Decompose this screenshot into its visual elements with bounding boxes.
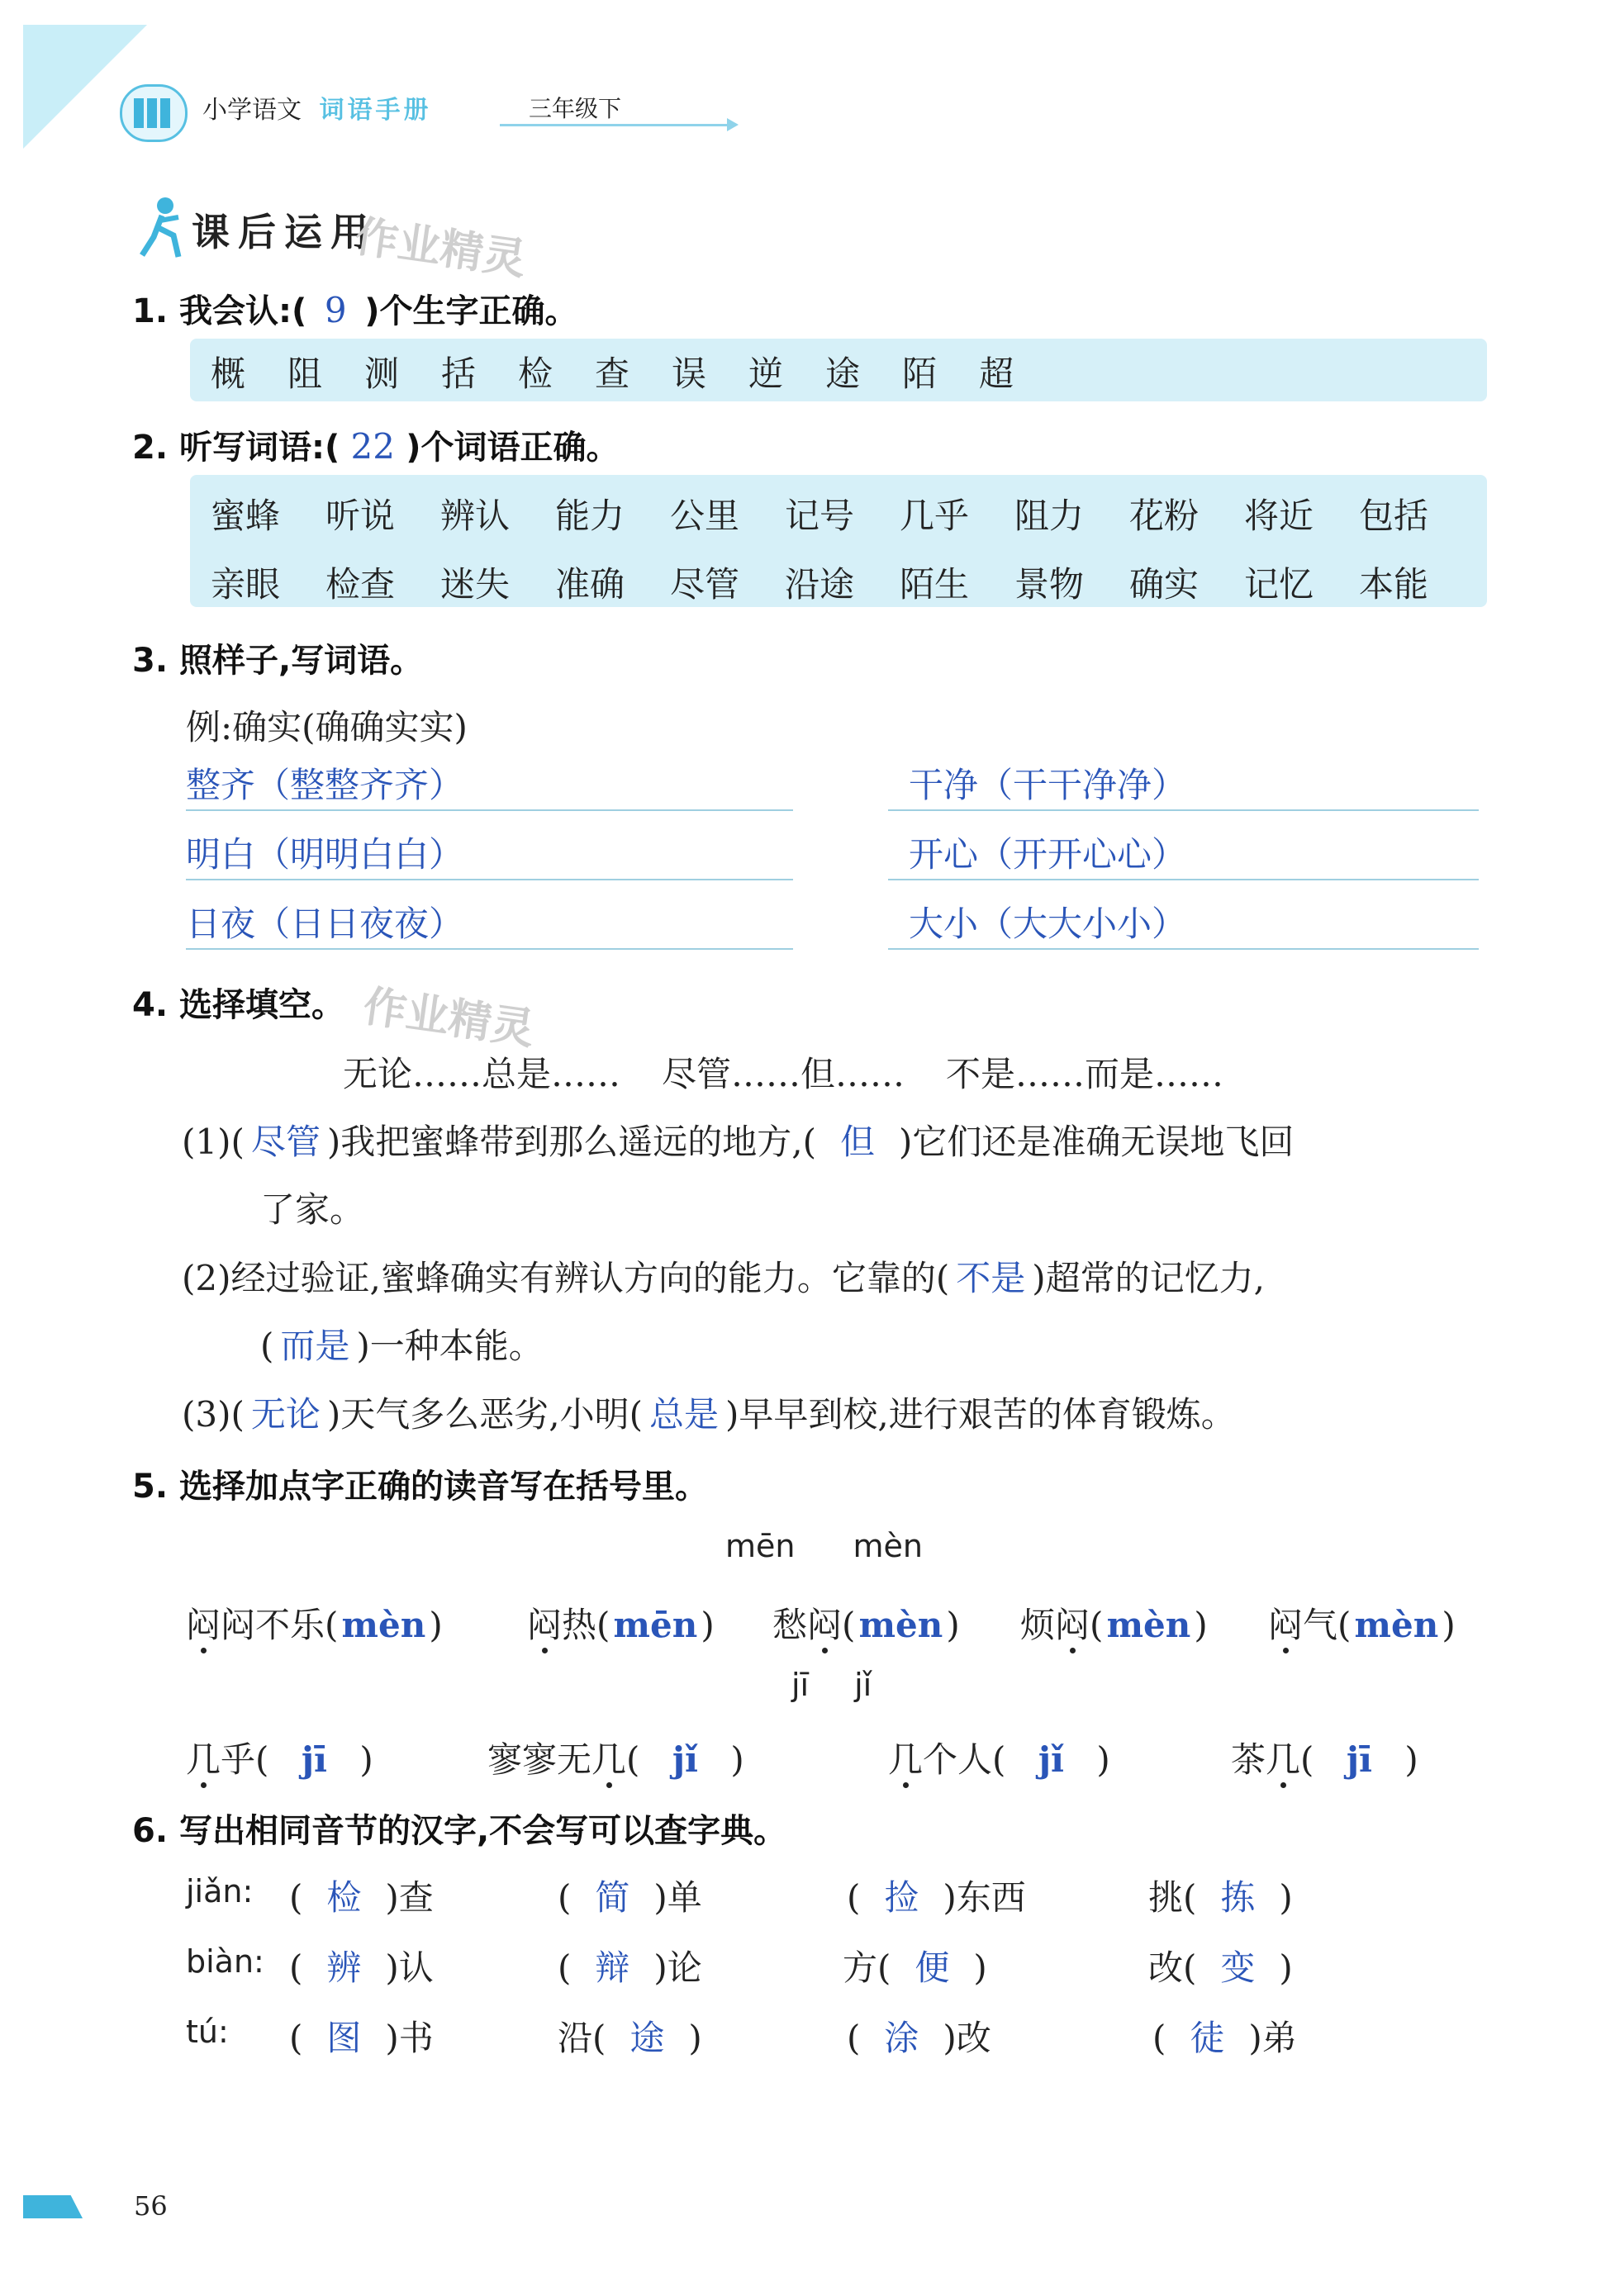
q6-pre: ( <box>847 2018 861 2058</box>
word: 准确 <box>555 564 625 605</box>
q3-answer-2: 干净（干干净净） <box>909 765 1187 805</box>
q1-char-list <box>211 347 1056 396</box>
word: 几乎 <box>900 496 970 536</box>
char: 逆 <box>748 353 784 394</box>
q5-close: ) <box>1442 1605 1456 1645</box>
q4-s3-answer-1: 无论 <box>250 1394 321 1435</box>
header-grade: 三年级下 <box>529 95 622 122</box>
char: 测 <box>364 353 400 394</box>
q1-suffix: )个生字正确。 <box>364 292 578 330</box>
q2-suffix: )个词语正确。 <box>406 429 620 467</box>
q5-item-1 <box>186 1598 443 1648</box>
q5-answer: mèn <box>341 1605 426 1645</box>
q4-s2-l2-lead: ( <box>260 1326 274 1366</box>
q6-answer: 辩 <box>595 1947 630 1988</box>
word: 记忆 <box>1244 564 1314 605</box>
q6-answer: 辨 <box>326 1947 362 1988</box>
q3-answer-6: 大小（大大小小） <box>909 904 1187 944</box>
q6-r3-i2 <box>558 2011 702 2061</box>
char: 陌 <box>902 353 938 394</box>
q5-word: 乎( <box>221 1739 269 1780</box>
q5-answer: mèn <box>858 1605 943 1645</box>
word: 听说 <box>325 496 396 536</box>
word: 陌生 <box>900 564 970 605</box>
q3-line-4 <box>888 879 1479 880</box>
q5-word: 气( <box>1303 1605 1352 1645</box>
q6-post: )改 <box>943 2018 991 2058</box>
q5-word: 寥寥无 <box>487 1739 592 1780</box>
q3-answer-4: 开心（开开心心） <box>909 834 1187 875</box>
char: 查 <box>595 353 630 394</box>
char: 超 <box>979 353 1014 394</box>
q6-post: ) <box>1279 1947 1293 1988</box>
q5-close: ) <box>701 1605 715 1645</box>
page-number: 56 <box>134 2190 168 2222</box>
word: 阻力 <box>1014 496 1085 536</box>
q5-close: ) <box>1096 1739 1110 1780</box>
char: 误 <box>672 353 707 394</box>
q5-item-9 <box>1231 1733 1418 1782</box>
q5-item-8 <box>888 1733 1110 1782</box>
q4-s3-answer-2: 总是 <box>649 1394 720 1435</box>
q4-s2-lead: (2)经过验证,蜜蜂确实有辨认方向的能力。它靠的( <box>182 1258 950 1298</box>
q3-heading: 3. 照样子,写词语。 <box>132 642 424 680</box>
word: 尽管 <box>670 564 740 605</box>
q2-prefix: 2. 听写词语:( <box>132 429 340 467</box>
q1-answer: 9 <box>324 290 347 330</box>
q6-post: )认 <box>385 1947 434 1988</box>
q2-answer: 22 <box>350 426 395 467</box>
runner-icon <box>132 194 190 263</box>
q5-word: 闷不乐( <box>221 1605 339 1645</box>
q6-pre: ( <box>289 1947 303 1988</box>
word: 能力 <box>555 496 625 536</box>
q6-answer: 徒 <box>1190 2018 1225 2058</box>
dotted-char: 闷 <box>807 1605 843 1645</box>
dotted-char: 闷 <box>527 1605 563 1645</box>
q5-item-6 <box>186 1733 373 1782</box>
q5-answer: mēn <box>613 1605 698 1645</box>
q5-open: ( <box>1300 1739 1314 1780</box>
dotted-char: 几 <box>591 1739 627 1780</box>
dotted-char: 闷 <box>1268 1605 1304 1645</box>
q2-word-row-1 <box>211 489 1474 538</box>
q4-s2-line-2 <box>260 1319 544 1369</box>
q6-r3-i4 <box>1152 2011 1297 2061</box>
footer-tab <box>23 2195 83 2218</box>
q5-word: 烦 <box>1020 1605 1056 1645</box>
q1-prefix: 1. 我会认:( <box>132 292 307 330</box>
dotted-char: 闷 <box>186 1605 221 1645</box>
q4-heading: 4. 选择填空。 <box>132 986 344 1024</box>
q4-option: 尽管……但…… <box>662 1054 905 1094</box>
q6-post: ) <box>1279 1877 1293 1918</box>
word: 沿途 <box>785 564 855 605</box>
q6-r1-i4 <box>1148 1871 1293 1920</box>
q5-item-7 <box>487 1733 744 1782</box>
q5-item-2 <box>527 1598 715 1648</box>
word: 蜜蜂 <box>211 496 281 536</box>
q5-item-3 <box>772 1598 960 1648</box>
q6-post: )查 <box>385 1877 434 1918</box>
q6-answer: 拣 <box>1220 1877 1256 1918</box>
q5-answer: jī <box>1346 1739 1372 1780</box>
pinyin-option: mèn <box>853 1528 923 1564</box>
q6-r3-i3 <box>847 2011 991 2061</box>
pinyin-option: jǐ <box>854 1667 872 1703</box>
q5-word: 愁 <box>772 1605 808 1645</box>
q6-post: )弟 <box>1248 2018 1297 2058</box>
header-title <box>202 89 432 126</box>
q6-post: )书 <box>385 2018 434 2058</box>
q4-s1-answer-1: 尽管 <box>250 1122 321 1162</box>
q6-pre: 挑( <box>1148 1877 1197 1918</box>
q4-sentence-3 <box>182 1388 1236 1437</box>
q5-open: ( <box>1090 1605 1104 1645</box>
q6-answer: 涂 <box>884 2018 919 2058</box>
q3-answer-3: 明白（明明白白） <box>186 834 464 875</box>
q6-pinyin-1: jiǎn: <box>186 1873 254 1909</box>
q5-heading: 5. 选择加点字正确的读音写在括号里。 <box>132 1468 708 1506</box>
watermark: 作业精灵 <box>352 211 530 286</box>
q3-answer-1: 整齐（整整齐齐） <box>186 765 464 805</box>
q6-heading: 6. 写出相同音节的汉字,不会写可以查字典。 <box>132 1812 787 1850</box>
q6-r1-i3 <box>847 1871 1026 1920</box>
q6-post: )单 <box>653 1877 702 1918</box>
q6-pre: 方( <box>843 1947 891 1988</box>
q5-word: 个人( <box>923 1739 1006 1780</box>
q6-answer: 途 <box>629 2018 665 2058</box>
q5-close: ) <box>730 1739 744 1780</box>
q6-r1-i2 <box>558 1871 702 1920</box>
q5-answer: jǐ <box>672 1739 698 1780</box>
q5-close: ) <box>1404 1739 1418 1780</box>
q6-answer: 捡 <box>884 1877 919 1918</box>
q6-pre: ( <box>558 1947 572 1988</box>
q4-s1-lead: (1)( <box>182 1122 245 1162</box>
dotted-char: 闷 <box>1055 1605 1090 1645</box>
q4-s2-l2-tail: )一种本能。 <box>356 1326 544 1366</box>
char: 检 <box>518 353 553 394</box>
q6-answer: 便 <box>915 1947 950 1988</box>
word: 确实 <box>1129 564 1200 605</box>
q5-open: ( <box>626 1739 640 1780</box>
header-subtitle: 词语手册 <box>319 96 432 125</box>
dotted-char: 几 <box>888 1739 924 1780</box>
word: 花粉 <box>1129 496 1200 536</box>
q6-r2-i2 <box>558 1941 702 1990</box>
q2-heading <box>132 421 620 468</box>
q5-options-1 <box>725 1528 923 1564</box>
q6-pinyin-2: biàn: <box>186 1943 264 1980</box>
header-underline <box>500 124 731 126</box>
q6-pre: ( <box>558 1877 572 1918</box>
header-arrow-icon <box>727 118 739 131</box>
q6-pre: ( <box>1152 2018 1166 2058</box>
q3-line-6 <box>888 948 1479 950</box>
q5-close: ) <box>946 1605 960 1645</box>
word: 本能 <box>1359 564 1429 605</box>
q2-word-row-2 <box>211 557 1474 607</box>
word: 检查 <box>325 564 396 605</box>
section-title: 课后运用 <box>192 210 377 254</box>
word: 亲眼 <box>211 564 281 605</box>
q3-answer-5: 日夜（日日夜夜） <box>186 904 464 944</box>
q6-pre: ( <box>289 2018 303 2058</box>
q6-post: ) <box>973 1947 987 1988</box>
q4-s1-answer-2: 但 <box>840 1122 876 1162</box>
q5-options-2 <box>791 1667 872 1703</box>
q3-line-3 <box>186 879 793 880</box>
q5-answer: mèn <box>1106 1605 1191 1645</box>
q4-option: 不是……而是…… <box>946 1054 1224 1094</box>
dotted-char: 几 <box>1266 1739 1301 1780</box>
pinyin-option: mēn <box>725 1528 796 1564</box>
dotted-char: 几 <box>186 1739 221 1780</box>
q4-sentence-1 <box>182 1115 1294 1165</box>
q5-item-5 <box>1268 1598 1456 1648</box>
q5-close: ) <box>429 1605 443 1645</box>
q4-s1-line-2: 了家。 <box>260 1189 365 1230</box>
q6-answer: 检 <box>326 1877 362 1918</box>
q6-r1-i1 <box>289 1871 434 1920</box>
q6-r2-i1 <box>289 1941 434 1990</box>
q4-s2-tail: )超常的记忆力, <box>1032 1258 1265 1298</box>
q4-s1-tail: )它们还是准确无误地飞回 <box>899 1122 1295 1162</box>
q6-r2-i4 <box>1148 1941 1293 1990</box>
q3-line-5 <box>186 948 793 950</box>
q6-pre: ( <box>289 1877 303 1918</box>
q5-answer: jī <box>301 1739 327 1780</box>
q1-heading <box>132 285 578 332</box>
q3-line-2 <box>888 809 1479 811</box>
q5-word: 热( <box>562 1605 610 1645</box>
q5-close: ) <box>1194 1605 1208 1645</box>
q6-post: )论 <box>653 1947 702 1988</box>
word: 辨认 <box>440 496 511 536</box>
q4-option: 无论……总是…… <box>343 1054 621 1094</box>
q6-post: ) <box>688 2018 702 2058</box>
q3-example: 例:确实(确确实实) <box>186 707 468 747</box>
q3-line-1 <box>186 809 793 811</box>
header-title-text: 小学语文 <box>202 96 302 125</box>
q6-pre: ( <box>847 1877 861 1918</box>
q4-s2-answer-1: 不是 <box>956 1258 1026 1298</box>
q4-sentence-2 <box>182 1251 1265 1301</box>
char: 阻 <box>287 353 323 394</box>
char: 概 <box>211 353 246 394</box>
q6-answer: 简 <box>595 1877 630 1918</box>
q4-s3-tail: )早早到校,进行艰苦的体育锻炼。 <box>725 1394 1236 1435</box>
q4-s2-answer-2: 而是 <box>280 1326 350 1366</box>
word: 迷失 <box>440 564 511 605</box>
q6-r2-i3 <box>843 1941 987 1990</box>
word: 将近 <box>1244 496 1314 536</box>
q4-s3-lead: (3)( <box>182 1394 245 1435</box>
q6-r3-i1 <box>289 2011 434 2061</box>
q5-item-4 <box>1020 1598 1208 1648</box>
q6-pre: 沿( <box>558 2018 606 2058</box>
q6-pinyin-3: tú: <box>186 2014 229 2050</box>
q6-pre: 改( <box>1148 1947 1197 1988</box>
q4-options <box>343 1047 1223 1097</box>
q5-answer: mèn <box>1354 1605 1439 1645</box>
char: 括 <box>441 353 477 394</box>
book-icon <box>120 84 188 142</box>
q6-answer: 图 <box>326 2018 362 2058</box>
q5-answer: jǐ <box>1038 1739 1064 1780</box>
q5-open: ( <box>842 1605 856 1645</box>
q5-close: ) <box>359 1739 373 1780</box>
q5-word: 茶 <box>1231 1739 1266 1780</box>
word: 包括 <box>1359 496 1429 536</box>
q6-post: )东西 <box>943 1877 1026 1918</box>
watermark-2: 作业精灵 <box>360 981 538 1055</box>
word: 公里 <box>670 496 740 536</box>
word: 景物 <box>1014 564 1085 605</box>
q4-s1-mid: )我把蜜蜂带到那么遥远的地方,( <box>326 1122 817 1162</box>
word: 记号 <box>785 496 855 536</box>
pinyin-option: jī <box>791 1667 810 1703</box>
q6-answer: 变 <box>1220 1947 1256 1988</box>
q4-s3-mid: )天气多么恶劣,小明( <box>326 1394 644 1435</box>
char: 途 <box>825 353 861 394</box>
